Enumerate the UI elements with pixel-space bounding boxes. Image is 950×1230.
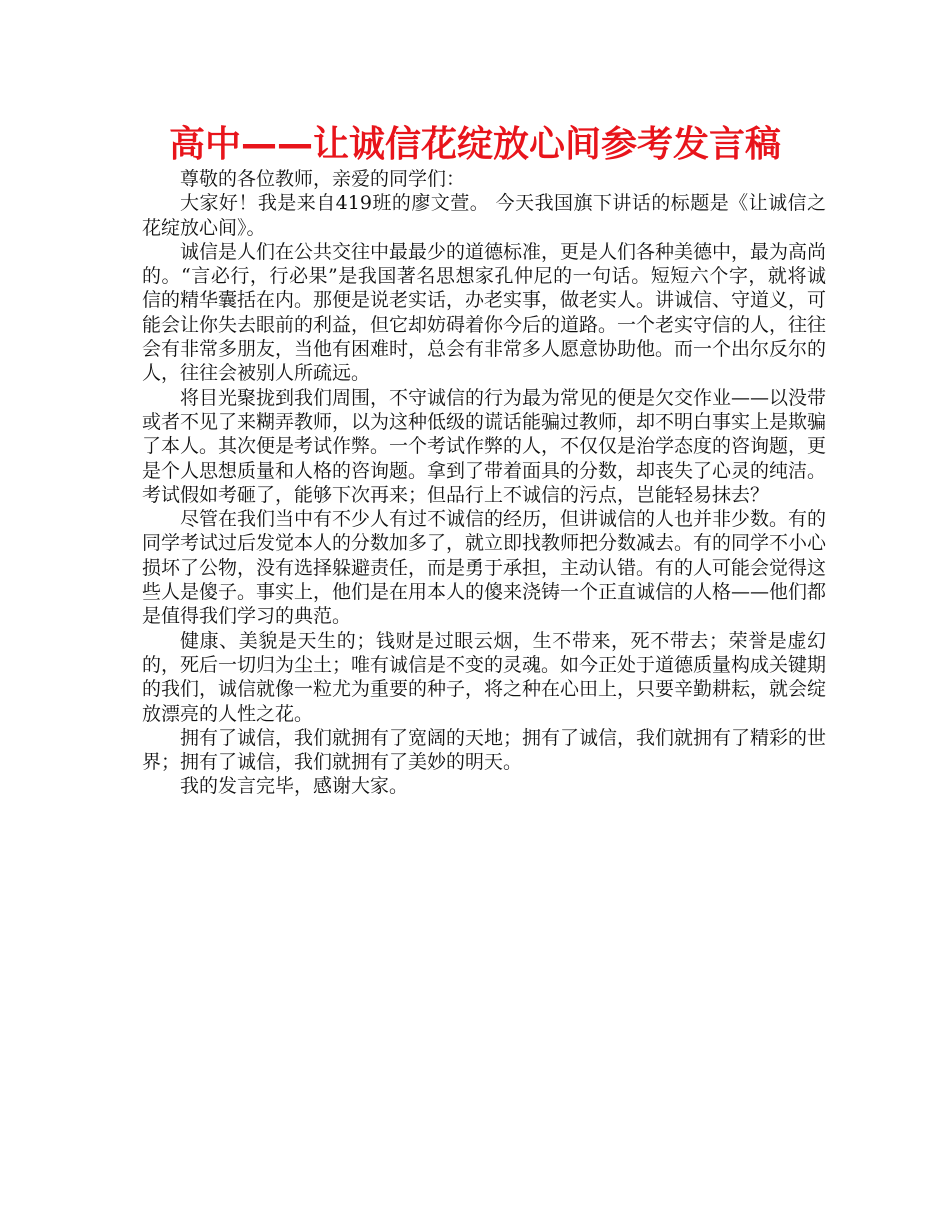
document-body — [142, 167, 826, 799]
paragraph-closing: 我的发言完毕，感谢大家。 — [180, 775, 409, 798]
paragraph-honest-examples: 尽管在我们当中有不少人有过不诚信的经历，但讲诚信的人也并非少数。有的同学考试过后发觉本人的分数加多了，就立即找教师把分数减去。有的同学不小心损坏了公物，没有选择躲避责任，而是勇于承担，主动认错。有的人可能会觉得这些人是傻子。事实上，他们是在用本人的傻来浇铸一个正直诚信的人格——他们都是值得我们学习的典范。 — [142, 508, 827, 628]
document-title: 高中——让诚信花绽放心间参考发言稿 — [168, 124, 781, 165]
paragraph-conclusion: 拥有了诚信，我们就拥有了宽阔的天地；拥有了诚信，我们就拥有了精彩的世界；拥有了诚信，我们就拥有了美妙的明天。 — [142, 726, 827, 774]
paragraph-greeting: 尊敬的各位教师，亲爱的同学们： — [180, 168, 466, 190]
paragraph-dishonest-behaviors: 将目光聚拢到我们周围，不守诚信的行为最为常见的便是欠交作业——以没带或者不见了来糊弄教师，以为这种低级的谎话能骗过教师，却不明白事实上是欺骗了本人。其次便是考试作弊。一个考试作弊的人，不仅仅是治学态度的咨询题，更是个人思想质量和人格的咨询题。拿到了带着面具的分数，却丧失了心灵的纯洁。考试假如考砸了，能够下次再来；但品行上不诚信的污点，岂能轻易抹去？ — [142, 386, 827, 506]
paragraph-integrity-definition: 诚信是人们在公共交往中最最少的道德标准，更是人们各种美德中，最为高尚的。“言必行，行必果”是我国著名思想家孔仲尼的一句话。短短六个字，就将诚信的精华囊括在内。那便是说老实话，办老实事，做老实人。讲诚信、守道义，可能会让你失去眼前的利益，但它却妨碍着你今后的道路。一个老实守信的人，往往会有非常多朋友，当他有困难时，总会有非常多人愿意协助他。而一个出尔反尔的人，往往会被别人所疏远。 — [142, 240, 827, 385]
paragraph-integrity-value: 健康、美貌是天生的；钱财是过眼云烟，生不带来，死不带去；荣誉是虚幻的，死后一切归为尘土；唯有诚信是不变的灵魂。如今正处于道德质量构成关键期的我们，诚信就像一粒尤为重要的种子，将之种在心田上，只要辛勤耕耘，就会绽放漂亮的人性之花。 — [142, 629, 827, 725]
paragraph-introduction: 大家好！我是来自419班的廖文萱。 今天我国旗下讲话的标题是《让诚信之花绽放心间》。 — [142, 192, 826, 239]
